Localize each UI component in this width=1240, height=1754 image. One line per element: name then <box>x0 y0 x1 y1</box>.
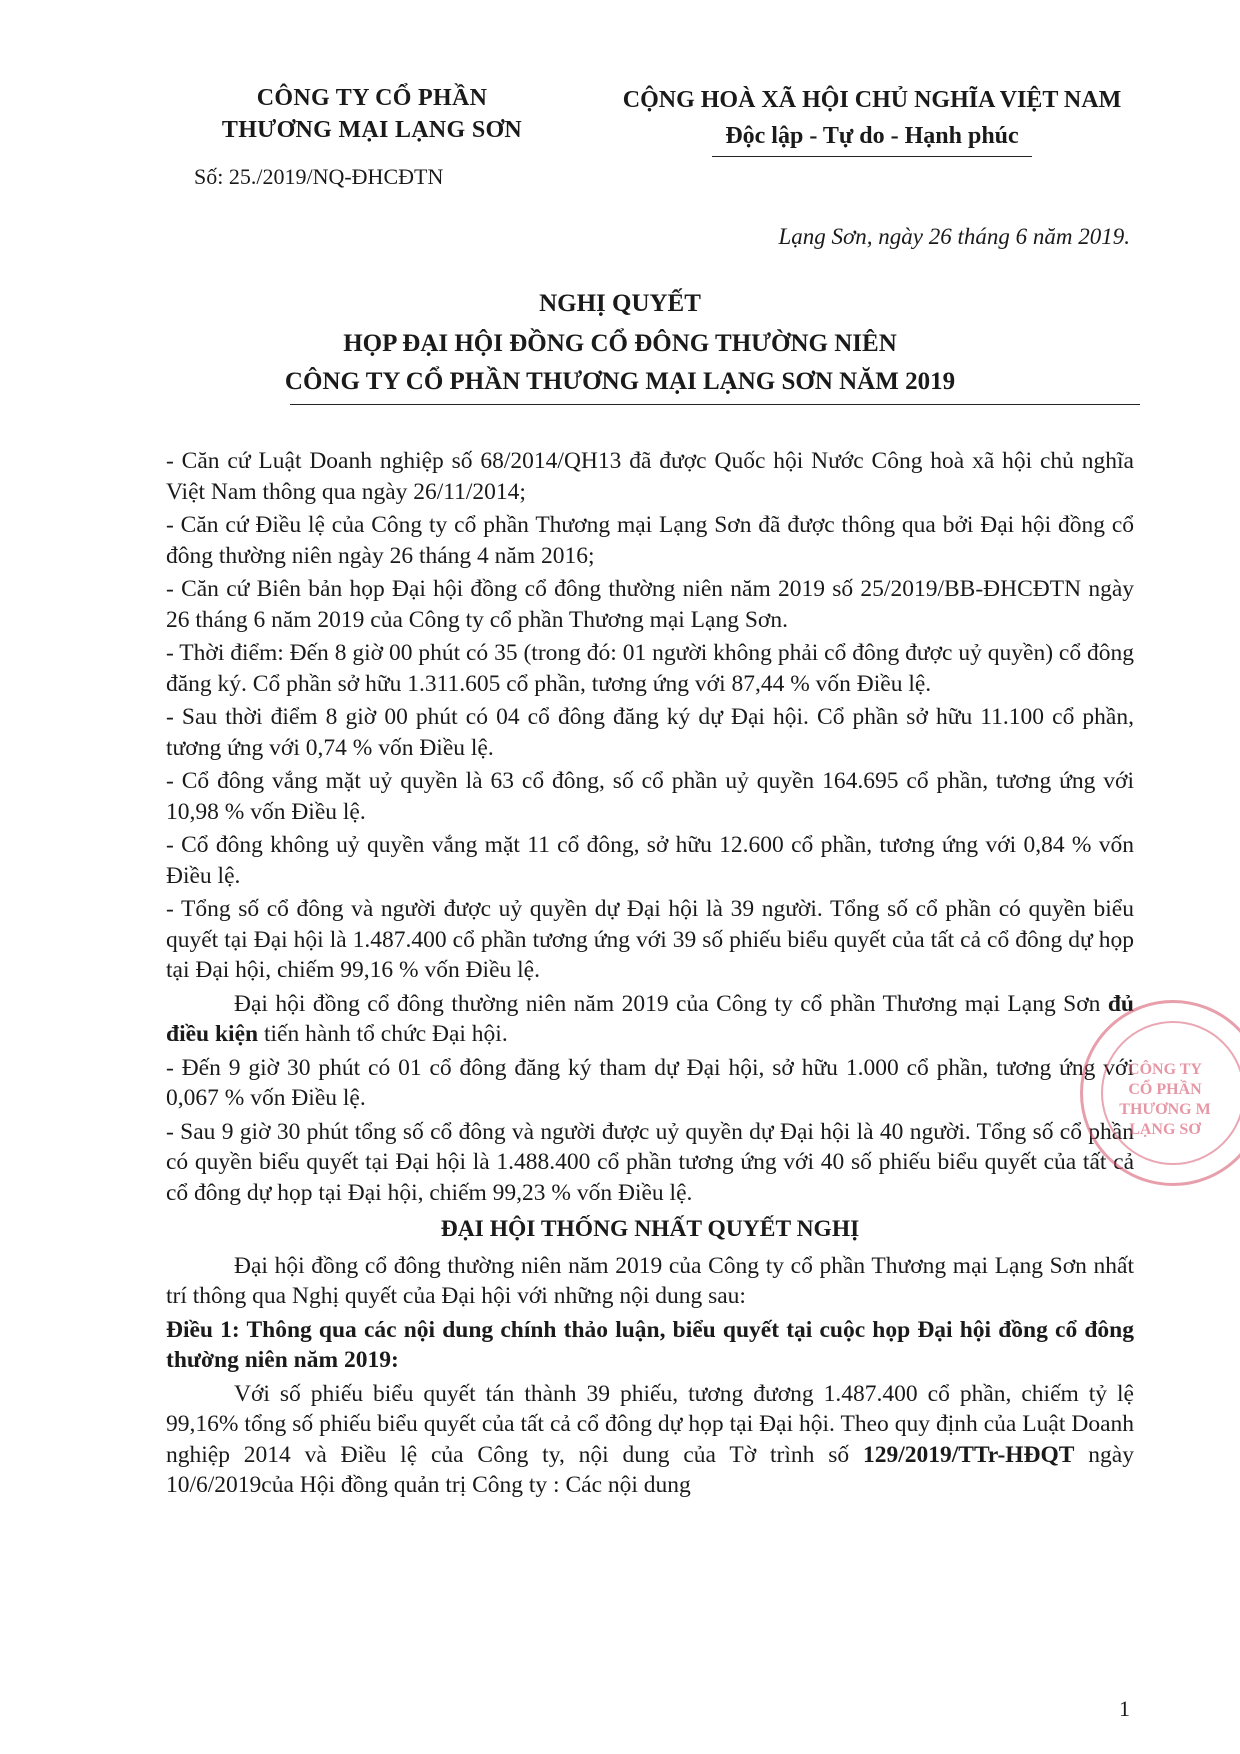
nation-header <box>612 82 1132 157</box>
paragraph-legal-basis-minutes: - Căn cứ Biên bản họp Đại hội đồng cổ đông thường niên năm 2019 số 25/2019/BB-ĐHCĐTN ngày 26 tháng 6 năm 2019 của Công ty cổ phần Thương mại Lạng Sơn. <box>166 576 1134 633</box>
paragraph-legal-basis-charter: - Căn cứ Điều lệ của Công ty cổ phần Thương mại Lạng Sơn đã được thông qua bởi Đại hội đồng cổ đông thường niên ngày 26 tháng 4 năm 2016; <box>166 512 1134 569</box>
seal-text-line2: CỔ PHẦN <box>1128 1081 1202 1098</box>
document-number: Số: 25./2019/NQ-ĐHCĐTN <box>194 164 444 189</box>
paragraph-absent: - Cổ đông không uỷ quyền vắng mặt 11 cổ đông, sở hữu 12.600 cổ phần, tương ứng với 0,84 % vốn Điều lệ. <box>166 832 1134 889</box>
document-body <box>166 446 1134 1504</box>
quorum-text-end: tiến hành tổ chức Đại hội. <box>258 1021 508 1047</box>
company-seal-text <box>1110 1060 1220 1140</box>
paragraph-quorum <box>166 989 1134 1050</box>
title-underline <box>290 404 1140 405</box>
paragraph-resolution-intro: Đại hội đồng cổ đông thường niên năm 2019 của Công ty cổ phần Thương mại Lạng Sơn nhất trí thông qua Nghị quyết của Đại hội với những nội dung sau: <box>166 1252 1134 1309</box>
document-title: NGHỊ QUYẾT <box>539 290 701 317</box>
paragraph-vote-result <box>166 1379 1134 1501</box>
article-1-heading: Điều 1: Thông qua các nội dung chính thảo luận, biểu quyết tại cuộc họp Đại hội đồng cổ đông thường niên năm 2019: <box>166 1316 1134 1373</box>
company-header <box>172 82 572 192</box>
seal-text-line4: LẠNG SƠ <box>1129 1121 1201 1138</box>
vote-result-text: Với số phiếu biểu quyết tán thành 39 phiếu, tương đương 1.487.400 cổ phần, chiếm tỷ lệ 99,16% tổng số phiếu biểu quyết của tất cả cổ đông dự họp tại Đại hội. Theo quy định của Luật Doanh nghiệp 2014 và Điều lệ của Công ty, nội dung của Tờ trình số <box>166 1380 1134 1468</box>
quorum-bold-text: đủ điều kiện <box>166 990 1134 1047</box>
paragraph-final-total: - Sau 9 giờ 30 phút tổng số cổ đông và người được uỷ quyền dự Đại hội là 40 người. Tổng số cổ phần có quyền biểu quyết tại Đại hội là 1.488.400 cổ phần tương ứng với 40 số phiếu biểu quyết của tất cả cổ đông dự họp tại Đại hội, chiếm 99,23 % vốn Điều lệ. <box>166 1118 1134 1206</box>
document-subtitle-line1: HỌP ĐẠI HỘI ĐỒNG CỔ ĐÔNG THƯỜNG NIÊN <box>343 330 897 357</box>
paragraph-legal-basis-law: - Căn cứ Luật Doanh nghiệp số 68/2014/QH13 đã được Quốc hội Nước Công hoà xã hội chủ nghĩa Việt Nam thông qua ngày 26/11/2014; <box>166 448 1134 505</box>
proposal-number: 129/2019/TTr-HĐQT <box>862 1441 1075 1468</box>
national-motto: Độc lập - Tự do - Hạnh phúc <box>725 123 1019 149</box>
page-number: 1 <box>1119 1696 1130 1721</box>
motto-underline <box>712 156 1032 157</box>
company-name-line2: THƯƠNG MẠI LẠNG SƠN <box>221 117 523 143</box>
company-name-line1: CÔNG TY CỔ PHẦN <box>256 85 488 111</box>
vote-result-text-end: ngày 10/6/2019của Hội đồng quản trị Công ty : Các nội dung <box>166 1441 1134 1498</box>
paragraph-proxy: - Cổ đông vắng mặt uỷ quyền là 63 cổ đông, số cổ phần uỷ quyền 164.695 cổ phần, tương ứng với 10,98 % vốn Điều lệ. <box>166 768 1134 825</box>
document-subtitle-line2: CÔNG TY CỔ PHẦN THƯƠNG MẠI LẠNG SƠN NĂM 2019 <box>284 368 956 395</box>
paragraph-attendance-930: - Đến 9 giờ 30 phút có 01 cổ đông đăng ký tham dự Đại hội, sở hữu 1.000 cổ phần, tương ứng với 0,067 % vốn Điều lệ. <box>166 1054 1134 1111</box>
nation-name: CỘNG HOÀ XÃ HỘI CHỦ NGHĨA VIỆT NAM <box>622 87 1122 113</box>
place-date: Lạng Sơn, ngày 26 tháng 6 năm 2019. <box>778 224 1130 249</box>
seal-text-line3: THƯƠNG M <box>1119 1101 1211 1118</box>
paragraph-attendance-after-8h: - Sau thời điểm 8 giờ 00 phút có 04 cổ đông đăng ký dự Đại hội. Cổ phần sở hữu 11.100 cổ phần, tương ứng với 0,74 % vốn Điều lệ. <box>166 704 1134 761</box>
paragraph-total-attendance: - Tổng số cổ đông và người được uỷ quyền dự Đại hội là 39 người. Tổng số cổ phần có quyền biểu quyết tại Đại hội là 1.487.400 cổ phần tương ứng với 39 số phiếu biểu quyết của tất cả cổ đông dự họp tại Đại hội, chiếm 99,16 % vốn Điều lệ. <box>166 896 1134 983</box>
seal-text-line1: CÔNG TY <box>1128 1061 1202 1078</box>
quorum-text: Đại hội đồng cổ đông thường niên năm 2019 của Công ty cổ phần Thương mại Lạng Sơn <box>234 990 1108 1017</box>
paragraph-attendance-8h: - Thời điểm: Đến 8 giờ 00 phút có 35 (trong đó: 01 người không phải cổ đông được uỷ quyền) cổ đông đăng ký. Cổ phần sở hữu 1.311.605 cổ phần, tương ứng với 87,44 % vốn Điều lệ. <box>166 640 1134 697</box>
section-heading: ĐẠI HỘI THỐNG NHẤT QUYẾT NGHỊ <box>440 1216 860 1242</box>
